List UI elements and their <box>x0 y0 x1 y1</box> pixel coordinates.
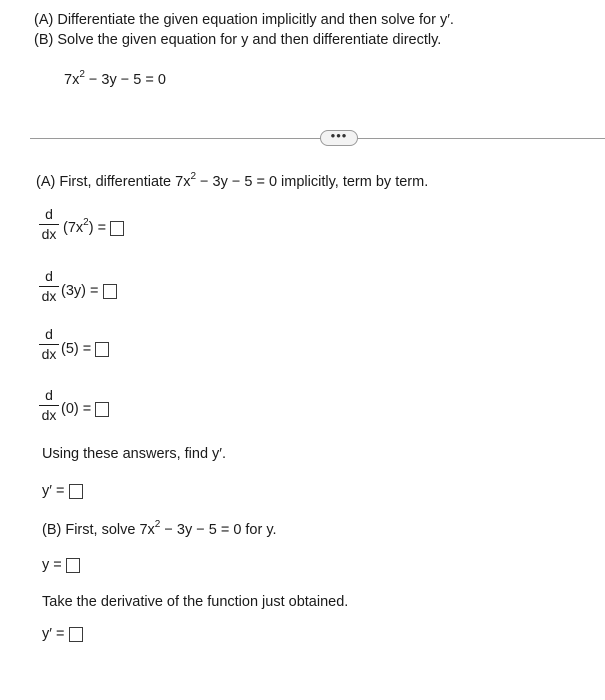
frac-denominator: dx <box>41 288 57 304</box>
frac-denominator: dx <box>41 346 57 362</box>
term3-expression <box>61 341 109 357</box>
part-b-yprime-label: y′ = <box>42 626 65 642</box>
part-a-intro-prefix: (A) First, differentiate 7x <box>36 174 191 190</box>
part-a-yprime-row <box>42 483 83 499</box>
part-b-y-row <box>42 557 80 573</box>
frac-numerator: d <box>45 206 53 222</box>
part-b-intro-suffix: − 3y − 5 = 0 for y. <box>160 522 277 538</box>
given-equation <box>64 69 166 88</box>
part-b-yprime-input[interactable] <box>69 627 83 642</box>
part-b-y-input[interactable] <box>66 558 80 573</box>
derivative-operator-term1 <box>36 206 62 243</box>
term4-label: (0) = <box>61 401 92 417</box>
frac-numerator: d <box>45 326 53 342</box>
part-b-intro-exponent: 2 <box>154 519 161 530</box>
frac-numerator: d <box>45 387 53 403</box>
part-a-yprime-label: y′ = <box>42 483 65 499</box>
part-a-intro-suffix: − 3y − 5 = 0 implicitly, term by term. <box>196 174 429 190</box>
more-options-button[interactable] <box>320 130 358 146</box>
ellipsis-icon: ••• <box>330 128 348 143</box>
frac-bar <box>39 344 59 345</box>
given-equation-exponent: 2 <box>79 69 85 80</box>
term4-answer-input[interactable] <box>95 402 109 417</box>
term4-expression <box>61 401 109 417</box>
part-a-yprime-input[interactable] <box>69 484 83 499</box>
given-equation-rest: − 3y − 5 = 0 <box>84 72 166 88</box>
find-yprime-text: Using these answers, find y′. <box>42 446 227 462</box>
frac-bar <box>39 286 59 287</box>
term2-label: (3y) = <box>61 283 99 299</box>
part-b-yprime-row <box>42 626 83 642</box>
term1-open: (7x <box>63 220 84 236</box>
term1-close: ) = <box>88 220 107 236</box>
derivative-operator-term2 <box>36 268 62 305</box>
part-a-intro <box>36 171 429 190</box>
frac-numerator: d <box>45 268 53 284</box>
take-derivative-text: Take the derivative of the function just obtained. <box>42 594 349 610</box>
derivative-operator-term4 <box>36 387 62 424</box>
term1-expression <box>63 217 124 236</box>
frac-bar <box>39 405 59 406</box>
part-a-instruction: (A) Differentiate the given equation implicitly and then solve for y′. <box>34 12 454 28</box>
term3-label: (5) = <box>61 341 92 357</box>
given-equation-base: 7x <box>64 72 80 88</box>
term2-answer-input[interactable] <box>103 284 117 299</box>
part-b-intro-prefix: (B) First, solve 7x <box>42 522 155 538</box>
term1-answer-input[interactable] <box>110 221 124 236</box>
frac-bar <box>39 224 59 225</box>
term3-answer-input[interactable] <box>95 342 109 357</box>
section-divider <box>30 138 605 139</box>
frac-denominator: dx <box>41 407 57 423</box>
term1-exponent: 2 <box>83 217 89 228</box>
derivative-operator-term3 <box>36 326 62 363</box>
term2-expression <box>61 283 117 299</box>
part-b-intro <box>42 519 277 538</box>
part-a-intro-exponent: 2 <box>190 171 197 182</box>
frac-denominator: dx <box>41 226 57 242</box>
part-b-y-label: y = <box>42 557 62 573</box>
part-b-instruction: (B) Solve the given equation for y and then differentiate directly. <box>34 32 442 48</box>
